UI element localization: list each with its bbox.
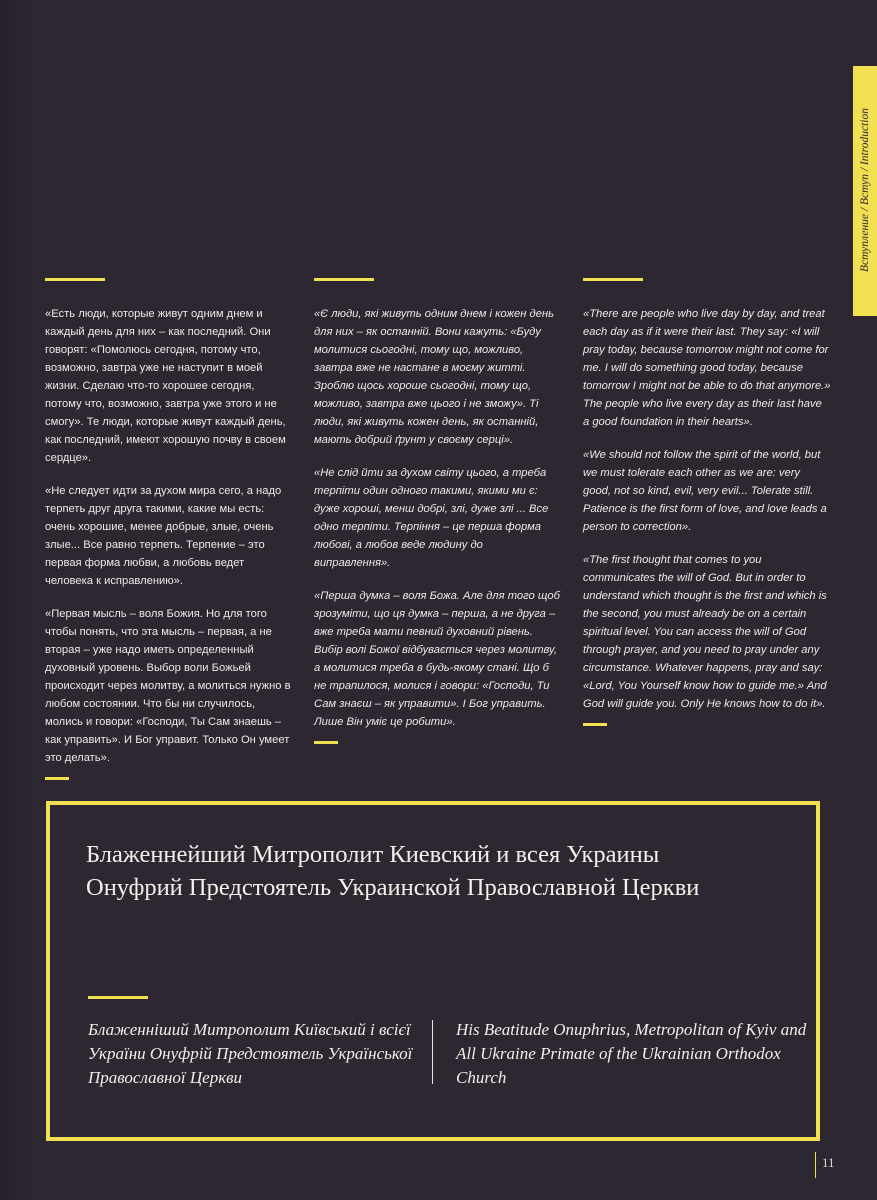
- quote-column-ru: [45, 278, 293, 780]
- author-subtitle-en: His Beatitude Onuphrius, Metropolitan of Kyiv and All Ukraine Primate of the Ukrainian Orthodox Church: [456, 1020, 807, 1087]
- author-subtitle-ua: Блаженніший Митрополит Київський і всієї України Онуфрій Предстоятель Української Православної Церкви: [88, 1020, 413, 1087]
- quote-paragraph: «We should not follow the spirit of the world, but we must tolerate each other as we are: very good, not so kind, evil, very evil... Tolerate still. Patience is the first form of love, and love leads a person to correction».: [583, 449, 827, 533]
- quote-paragraph: «The first thought that comes to you communicates the will of God. But in order to understand which thought is the first and which is the second, you must already be on a certain spiritual level. You can access the will of God through prayer, and you need to pray under any circumstance. Whatever happens, pray and say: «Lord, You Yourself know how to guide me.» And God will guide you. Only He knows how to do it».: [583, 554, 827, 710]
- quote-paragraph: «Не слід йти за духом світу цього, а треба терпіти один одного такими, якими ми є: дуже хороші, менш добрі, злі, дуже злі ... Все одно терпіти. Терпіння – це перша форма любові, а любов веде людину до виправлення».: [314, 467, 549, 569]
- section-tab-label: Вступление / Вступ / Introduction: [859, 108, 871, 272]
- quote-paragraph: «Перша думка – воля Божа. Але для того щоб зрозуміти, що ця думка – перша, а не друга – вже треба мати певний духовний рівень. Вибір волі Божої відбувається через молитву, а молитися треба в будь-якому стані. Що б не трапилося, молися і говори: «Господи, Ти Сам знаєш – як управити». І Бог управить. Лише Він уміє це робити».: [314, 590, 560, 728]
- column-end-bar: [314, 741, 338, 744]
- quote-column-ua: [314, 278, 562, 744]
- column-accent-bar: [45, 278, 105, 281]
- column-accent-bar: [314, 278, 374, 281]
- column-end-bar: [45, 777, 69, 780]
- quote-paragraph: «Есть люди, которые живут одним днем и каждый день для них – как последний. Они говорят: «Помолюсь сегодня, потому что, возможно, завтра уже не наступит в моей жизни. Сделаю что-то хорошее сегодня, потому что, возможно, завтра уже этого и не смогу». Те люди, которые живут каждый день, как последний, имеют хорошую почву в своем сердце».: [45, 308, 286, 464]
- author-title-ru: Блаженнейший Митрополит Киевский и всея Украины Онуфрий Предстоятель Украинской Православной Церкви: [86, 841, 700, 901]
- quote-paragraph: «There are people who live day by day, and treat each day as if it were their last. They say: «I will pray today, because tomorrow might not come for me. I will do something good today, because tomorrow I might not be able to do that anymore.» The people who live every day as their last have a good foundation in their hearts».: [583, 308, 831, 428]
- quote-column-en: [583, 278, 831, 726]
- column-end-bar: [583, 723, 607, 726]
- quote-paragraph: «Є люди, які живуть одним днем і кожен день для них – як останній. Вони кажуть: «Буду молитися сьогодні, тому що, можливо, завтра вже не настане в моєму житті. Зроблю щось хороше сьогодні, тому що, можливо, завтра вже цього і не зможу». Ті люди, які живуть кожен день, як останній, мають добрий ґрунт у своєму серці».: [314, 308, 554, 446]
- subtitle-divider: [432, 1020, 433, 1084]
- column-accent-bar: [583, 278, 643, 281]
- page-number: 11: [822, 1155, 835, 1170]
- title-accent-bar: [88, 996, 148, 999]
- quote-paragraph: «Не следует идти за духом мира сего, а надо терпеть друг друга такими, какие мы есть: очень хорошие, менее добрые, злые, очень злые... Все равно терпеть. Терпение – это первая форма любви, а любовь ведет человека к исправлению».: [45, 485, 282, 587]
- page-number-rule: [815, 1152, 816, 1178]
- quote-paragraph: «Первая мысль – воля Божия. Но для того чтобы понять, что эта мысль – первая, а не вторая – уже надо иметь определенный духовный уровень. Выбор воли Божьей происходит через молитву, а молиться нужно в любом состоянии. Что бы ни случилось, молись и говори: «Господи, Ты Сам знаешь – как управить». И Бог управит. Только Он умеет это делать».: [45, 608, 291, 764]
